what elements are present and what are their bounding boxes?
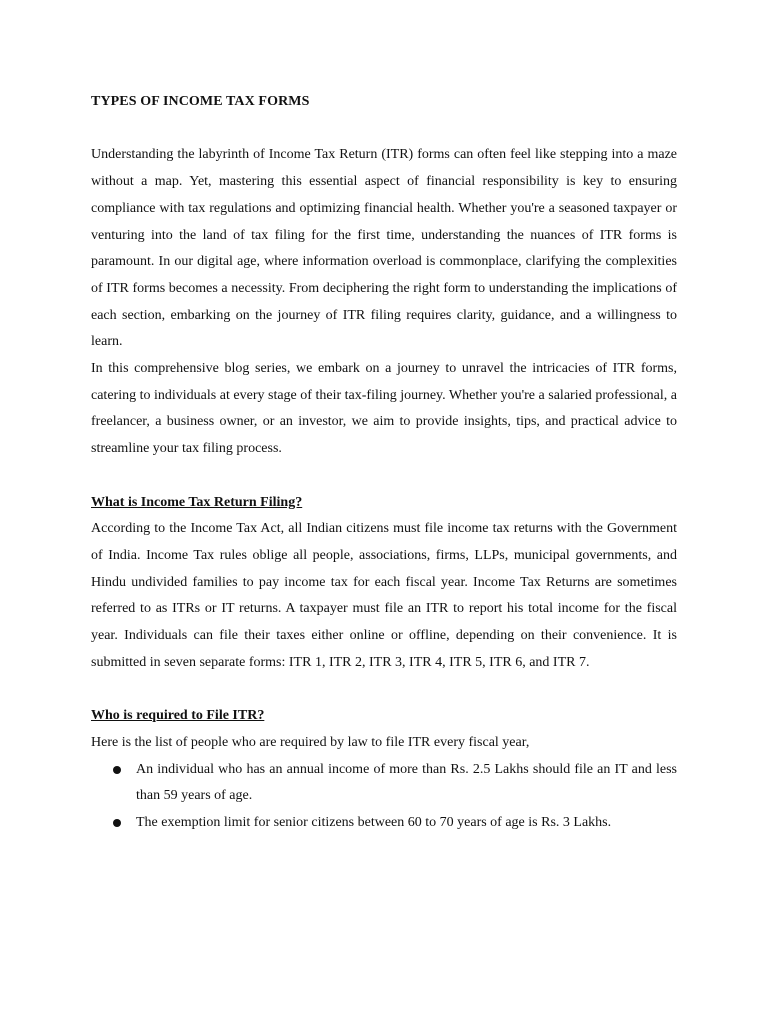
- intro-paragraph-2: In this comprehensive blog series, we embark on a journey to unravel the intricacies of ITR forms, catering to individuals at every stage of their tax-filing journey. Whether you're a salaried professional, a freelancer, a business owner, or an investor, we aim to provide insights, tips, and practical advice to streamline your tax filing process.: [91, 361, 677, 457]
- blank-line: [91, 116, 677, 143]
- bullet-text: The exemption limit for senior citizens between 60 to 70 years of age is Rs. 3 Lakhs.: [136, 814, 612, 830]
- document-title: TYPES OF INCOME TAX FORMS: [91, 94, 310, 109]
- section-heading-itr-filing: What is Income Tax Return Filing?: [91, 494, 303, 510]
- section-body-itr-filing: According to the Income Tax Act, all Indian citizens must file income tax returns with the Government of India. Income Tax rules oblige all people, associations, firms, LLPs, municipal governments, and Hindu undivided families to pay income tax for each fiscal year. Income Tax Returns are sometimes referred to as ITRs or IT returns. A taxpayer must file an ITR to report his total income for the fiscal year. Individuals can file their taxes either online or offline, depending on their convenience. It is submitted in seven separate forms: ITR 1, ITR 2, ITR 3, ITR 4, ITR 5, ITR 6, and ITR 7.: [91, 521, 677, 670]
- eligibility-bullet-list: [91, 757, 677, 837]
- section-heading-who-files: Who is required to File ITR?: [91, 708, 265, 724]
- bullet-dot-icon: [113, 766, 121, 774]
- intro-paragraph-1: Understanding the labyrinth of Income Tax Return (ITR) forms can often feel like stepping into a maze without a map. Yet, mastering this essential aspect of financial responsibility is key to ensuring compliance with tax regulations and optimizing financial health. Whether you're a seasoned taxpayer or venturing into the land of tax filing for the first time, understanding the nuances of ITR forms is paramount. In our digital age, where information overload is commonplace, clarifying the complexities of ITR forms becomes a necessity. From deciphering the right form to understanding the implications of each section, embarking on the journey of ITR filing requires clarity, guidance, and a willingness to learn.: [91, 147, 677, 350]
- bullet-text: An individual who has an annual income of more than Rs. 2.5 Lakhs should file an IT and less than 59 years of age.: [136, 761, 677, 804]
- document-content: [91, 89, 677, 837]
- section-intro-who-files: Here is the list of people who are required by law to file ITR every fiscal year,: [91, 734, 530, 750]
- blank-line: [91, 676, 677, 703]
- list-item: [91, 810, 677, 837]
- blank-line: [91, 463, 677, 490]
- list-item: [91, 757, 677, 810]
- bullet-dot-icon: [113, 819, 121, 827]
